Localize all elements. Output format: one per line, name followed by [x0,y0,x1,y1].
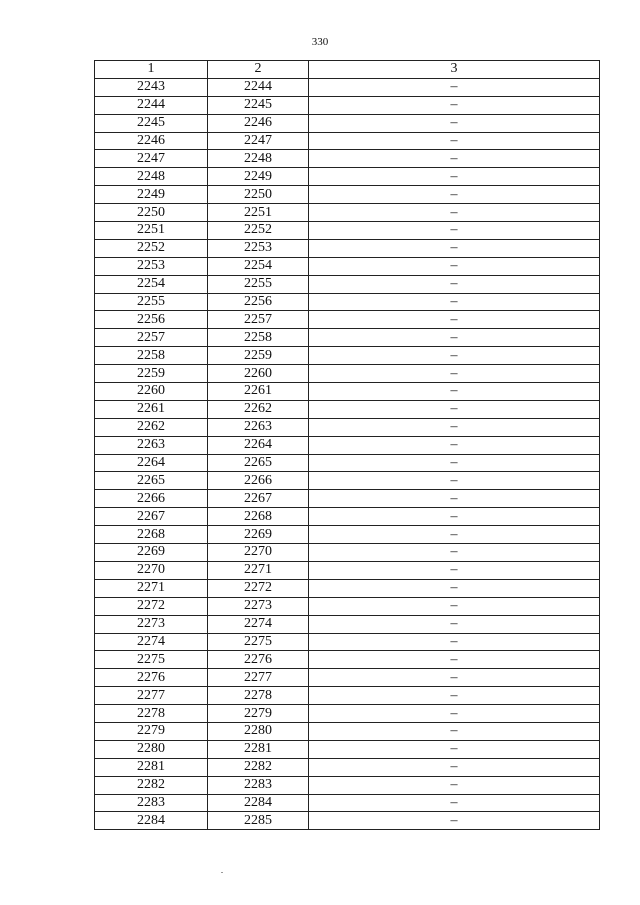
table-cell-col-1: 2259 [95,365,208,383]
table-cell-col-1: 2283 [95,794,208,812]
table-cell-col-1: 2267 [95,508,208,526]
table-cell-col-2: 2274 [208,615,309,633]
column-header-3: 3 [309,61,600,79]
table-cell-col-1: 2263 [95,436,208,454]
table-cell-col-2: 2283 [208,776,309,794]
table-cell-col-1: 2268 [95,526,208,544]
table-cell-col-2: 2244 [208,78,309,96]
table-cell-col-2: 2253 [208,239,309,257]
table-cell-col-1: 2272 [95,597,208,615]
table-cell-col-2: 2280 [208,722,309,740]
table-cell-col-3: – [309,633,600,651]
table-cell-col-3: – [309,687,600,705]
table-row [95,544,600,562]
table-cell-col-3: – [309,758,600,776]
table-cell-col-1: 2248 [95,168,208,186]
table-cell-col-3: – [309,186,600,204]
table-row [95,347,600,365]
table-cell-col-3: – [309,490,600,508]
table-cell-col-3: – [309,740,600,758]
table-row [95,490,600,508]
table-row [95,740,600,758]
table-cell-col-3: – [309,651,600,669]
table-cell-col-1: 2265 [95,472,208,490]
table-cell-col-3: – [309,311,600,329]
table-cell-col-2: 2267 [208,490,309,508]
table-cell-col-2: 2271 [208,561,309,579]
table-row [95,239,600,257]
table-row [95,114,600,132]
table-cell-col-2: 2252 [208,222,309,240]
table-cell-col-1: 2247 [95,150,208,168]
table-cell-col-1: 2255 [95,293,208,311]
table-row [95,526,600,544]
table-cell-col-1: 2254 [95,275,208,293]
table-cell-col-2: 2255 [208,275,309,293]
table-cell-col-1: 2282 [95,776,208,794]
table-cell-col-3: – [309,508,600,526]
table-cell-col-3: – [309,329,600,347]
table-cell-col-2: 2282 [208,758,309,776]
table-row [95,418,600,436]
table-cell-col-1: 2280 [95,740,208,758]
table-row [95,579,600,597]
table-cell-col-1: 2284 [95,812,208,830]
table-cell-col-2: 2257 [208,311,309,329]
table-cell-col-3: – [309,78,600,96]
table-row [95,132,600,150]
table-row [95,400,600,418]
table-cell-col-3: – [309,561,600,579]
table-cell-col-3: – [309,705,600,723]
table-cell-col-2: 2254 [208,257,309,275]
table-cell-col-1: 2245 [95,114,208,132]
table-cell-col-1: 2264 [95,454,208,472]
table-cell-col-1: 2249 [95,186,208,204]
column-header-1: 1 [95,61,208,79]
table-row [95,651,600,669]
table-cell-col-2: 2248 [208,150,309,168]
table-row [95,329,600,347]
table-row [95,168,600,186]
table-cell-col-2: 2260 [208,365,309,383]
table-row [95,812,600,830]
table-cell-col-1: 2278 [95,705,208,723]
table-cell-col-2: 2284 [208,794,309,812]
table-cell-col-3: – [309,96,600,114]
table-row [95,597,600,615]
table-cell-col-3: – [309,257,600,275]
table-row [95,454,600,472]
table-cell-col-3: – [309,454,600,472]
table-cell-col-1: 2266 [95,490,208,508]
table-cell-col-1: 2274 [95,633,208,651]
table-row [95,365,600,383]
table-cell-col-3: – [309,776,600,794]
table-body [95,78,600,829]
table-cell-col-3: – [309,418,600,436]
table-cell-col-1: 2256 [95,311,208,329]
table-header-row [95,61,600,79]
table-cell-col-1: 2246 [95,132,208,150]
table-cell-col-2: 2262 [208,400,309,418]
table-cell-col-3: – [309,436,600,454]
table-cell-col-3: – [309,383,600,401]
page-number: 330 [311,36,329,48]
table-cell-col-2: 2266 [208,472,309,490]
table-cell-col-2: 2277 [208,669,309,687]
table-row [95,293,600,311]
table-cell-col-1: 2261 [95,400,208,418]
table-cell-col-2: 2268 [208,508,309,526]
table-cell-col-3: – [309,526,600,544]
table-cell-col-1: 2279 [95,722,208,740]
table-cell-col-3: – [309,239,600,257]
table-row [95,311,600,329]
table-cell-col-2: 2259 [208,347,309,365]
table-row [95,561,600,579]
table-row [95,705,600,723]
table-cell-col-2: 2275 [208,633,309,651]
table-cell-col-2: 2249 [208,168,309,186]
table-cell-col-3: – [309,669,600,687]
table-cell-col-2: 2269 [208,526,309,544]
table-cell-col-2: 2250 [208,186,309,204]
table-cell-col-2: 2265 [208,454,309,472]
table-cell-col-1: 2276 [95,669,208,687]
table-row [95,794,600,812]
table-cell-col-2: 2258 [208,329,309,347]
table-cell-col-2: 2245 [208,96,309,114]
table-row [95,508,600,526]
table-cell-col-2: 2279 [208,705,309,723]
table-cell-col-3: – [309,150,600,168]
table-row [95,275,600,293]
table-cell-col-3: – [309,400,600,418]
data-table [94,60,600,830]
table-row [95,78,600,96]
table-cell-col-1: 2270 [95,561,208,579]
table-cell-col-2: 2273 [208,597,309,615]
table-cell-col-3: – [309,722,600,740]
table-row [95,383,600,401]
table-cell-col-3: – [309,812,600,830]
table-cell-col-1: 2251 [95,222,208,240]
table-row [95,204,600,222]
table-row [95,222,600,240]
table-row [95,776,600,794]
table-cell-col-1: 2260 [95,383,208,401]
table-row [95,150,600,168]
table-cell-col-3: – [309,168,600,186]
table-row [95,633,600,651]
table-cell-col-1: 2257 [95,329,208,347]
table-row [95,687,600,705]
table-cell-col-1: 2244 [95,96,208,114]
table-cell-col-1: 2271 [95,579,208,597]
table-cell-col-3: – [309,365,600,383]
table-row [95,722,600,740]
table-row [95,669,600,687]
table-cell-col-1: 2258 [95,347,208,365]
table-cell-col-3: – [309,579,600,597]
table-cell-col-2: 2246 [208,114,309,132]
table-cell-col-1: 2250 [95,204,208,222]
table-cell-col-3: – [309,293,600,311]
table-cell-col-2: 2264 [208,436,309,454]
table-cell-col-3: – [309,114,600,132]
table-cell-col-1: 2277 [95,687,208,705]
column-header-2: 2 [208,61,309,79]
table-cell-col-1: 2243 [95,78,208,96]
table-row [95,472,600,490]
table-row [95,257,600,275]
table-row [95,758,600,776]
table-cell-col-2: 2276 [208,651,309,669]
table-row [95,615,600,633]
table-row [95,186,600,204]
table-cell-col-1: 2253 [95,257,208,275]
table-cell-col-3: – [309,615,600,633]
table-cell-col-1: 2269 [95,544,208,562]
table-row [95,436,600,454]
table-cell-col-2: 2256 [208,293,309,311]
table-cell-col-3: – [309,275,600,293]
table-cell-col-3: – [309,794,600,812]
table-cell-col-3: – [309,222,600,240]
table-cell-col-1: 2275 [95,651,208,669]
table-cell-col-3: – [309,597,600,615]
table-cell-col-2: 2263 [208,418,309,436]
table-cell-col-3: – [309,544,600,562]
table-cell-col-1: 2273 [95,615,208,633]
table-cell-col-2: 2247 [208,132,309,150]
table-cell-col-2: 2270 [208,544,309,562]
table-cell-col-1: 2262 [95,418,208,436]
table-cell-col-2: 2281 [208,740,309,758]
scan-speck [221,872,223,873]
table-cell-col-3: – [309,472,600,490]
table-cell-col-2: 2251 [208,204,309,222]
table-row [95,96,600,114]
table-cell-col-3: – [309,347,600,365]
table-cell-col-1: 2281 [95,758,208,776]
table-cell-col-3: – [309,204,600,222]
table-cell-col-3: – [309,132,600,150]
table-cell-col-2: 2285 [208,812,309,830]
table-cell-col-1: 2252 [95,239,208,257]
table-cell-col-2: 2272 [208,579,309,597]
table-cell-col-2: 2278 [208,687,309,705]
table-cell-col-2: 2261 [208,383,309,401]
